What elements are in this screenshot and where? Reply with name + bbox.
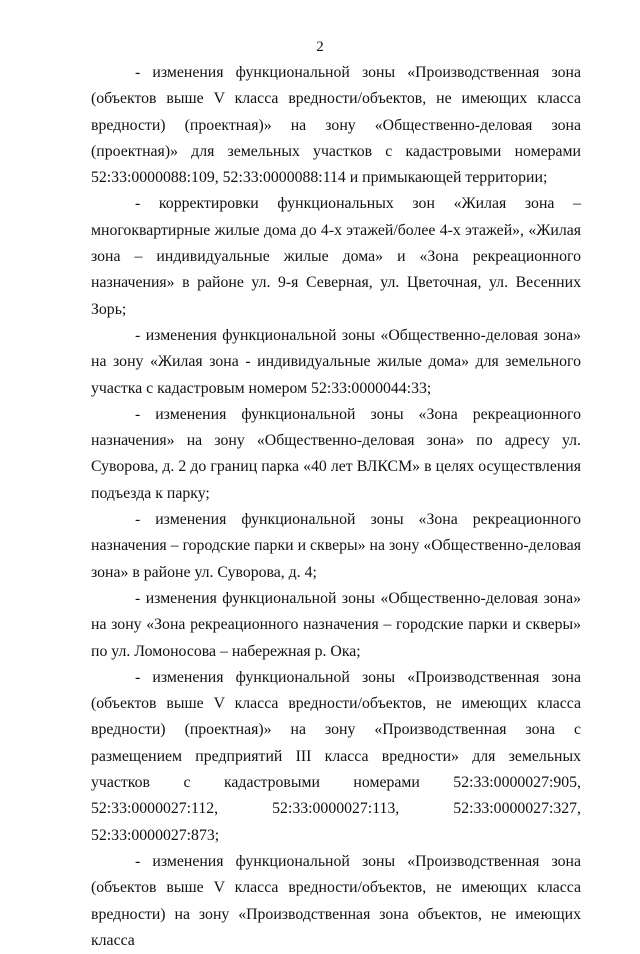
page-number: 2: [316, 39, 324, 55]
paragraph-residential-zones-correction: - корректировки функциональных зон «Жилая зона – многоквартирные жилые дома до 4-х этажей/более 4-х этажей», «Жилая зона – индивидуальные жилые дома» и «Зона рекреационного назначения» в районе ул. 9-я Северная, ул. Цветочная, ул. Весенних Зорь;: [91, 195, 581, 318]
paragraph-recreational-to-business-zone: - изменения функциональной зоны «Зона рекреационного назначения» на зону «Общественно-деловая зона» по адресу ул. Суворова, д. 2 до границ парка «40 лет ВЛКСМ» в целях осуществления подъезда к парку;: [91, 405, 581, 502]
paragraph-business-to-parks-zone: - изменения функциональной зоны «Общественно-деловая зона» на зону «Зона рекреационного назначения – городские парки и скверы» по ул. Ломоносова – набережная р. Ока;: [91, 589, 581, 660]
paragraph-industrial-to-unclassified-zone: - изменения функциональной зоны «Производственная зона (объектов выше V класса вредности/объектов, не имеющих класса вредности) на зону «Производственная зона объектов, не имеющих класса: [91, 852, 581, 949]
document-body: [91, 60, 581, 954]
paragraph-parks-to-business-zone: - изменения функциональной зоны «Зона рекреационного назначения – городские парки и скверы» на зону «Общественно-деловая зона» в районе ул. Суворова, д. 4;: [91, 511, 581, 581]
paragraph-business-to-residential-zone: - изменения функциональной зоны «Общественно-деловая зона» на зону «Жилая зона - индивидуальные жилые дома» для земельного участка с кадастровым номером 52:33:0000044:33;: [91, 326, 581, 397]
paragraph-industrial-to-business-zone: - изменения функциональной зоны «Производственная зона (объектов выше V класса вредности/объектов, не имеющих класса вредности) (проектная)» на зону «Общественно-деловая зона (проектная)» для земельных участков с кадастровыми номерами 52:33:0000088:109, 52:33:0000088:114 и примыкающей территории;: [91, 64, 581, 187]
paragraph-industrial-to-class3-zone: - изменения функциональной зоны «Производственная зона (объектов выше V класса вредности/объектов, не имеющих класса вредности) (проектная)» на зону «Производственная зона с размещением предприятий III класса вредности» для земельных участков с кадастровыми номерами 52:33:0000027:905, 52:33:0000027:112, 52:33:0000027:113, 52:33:0000027:327, 52:33:0000027:873;: [91, 668, 581, 844]
